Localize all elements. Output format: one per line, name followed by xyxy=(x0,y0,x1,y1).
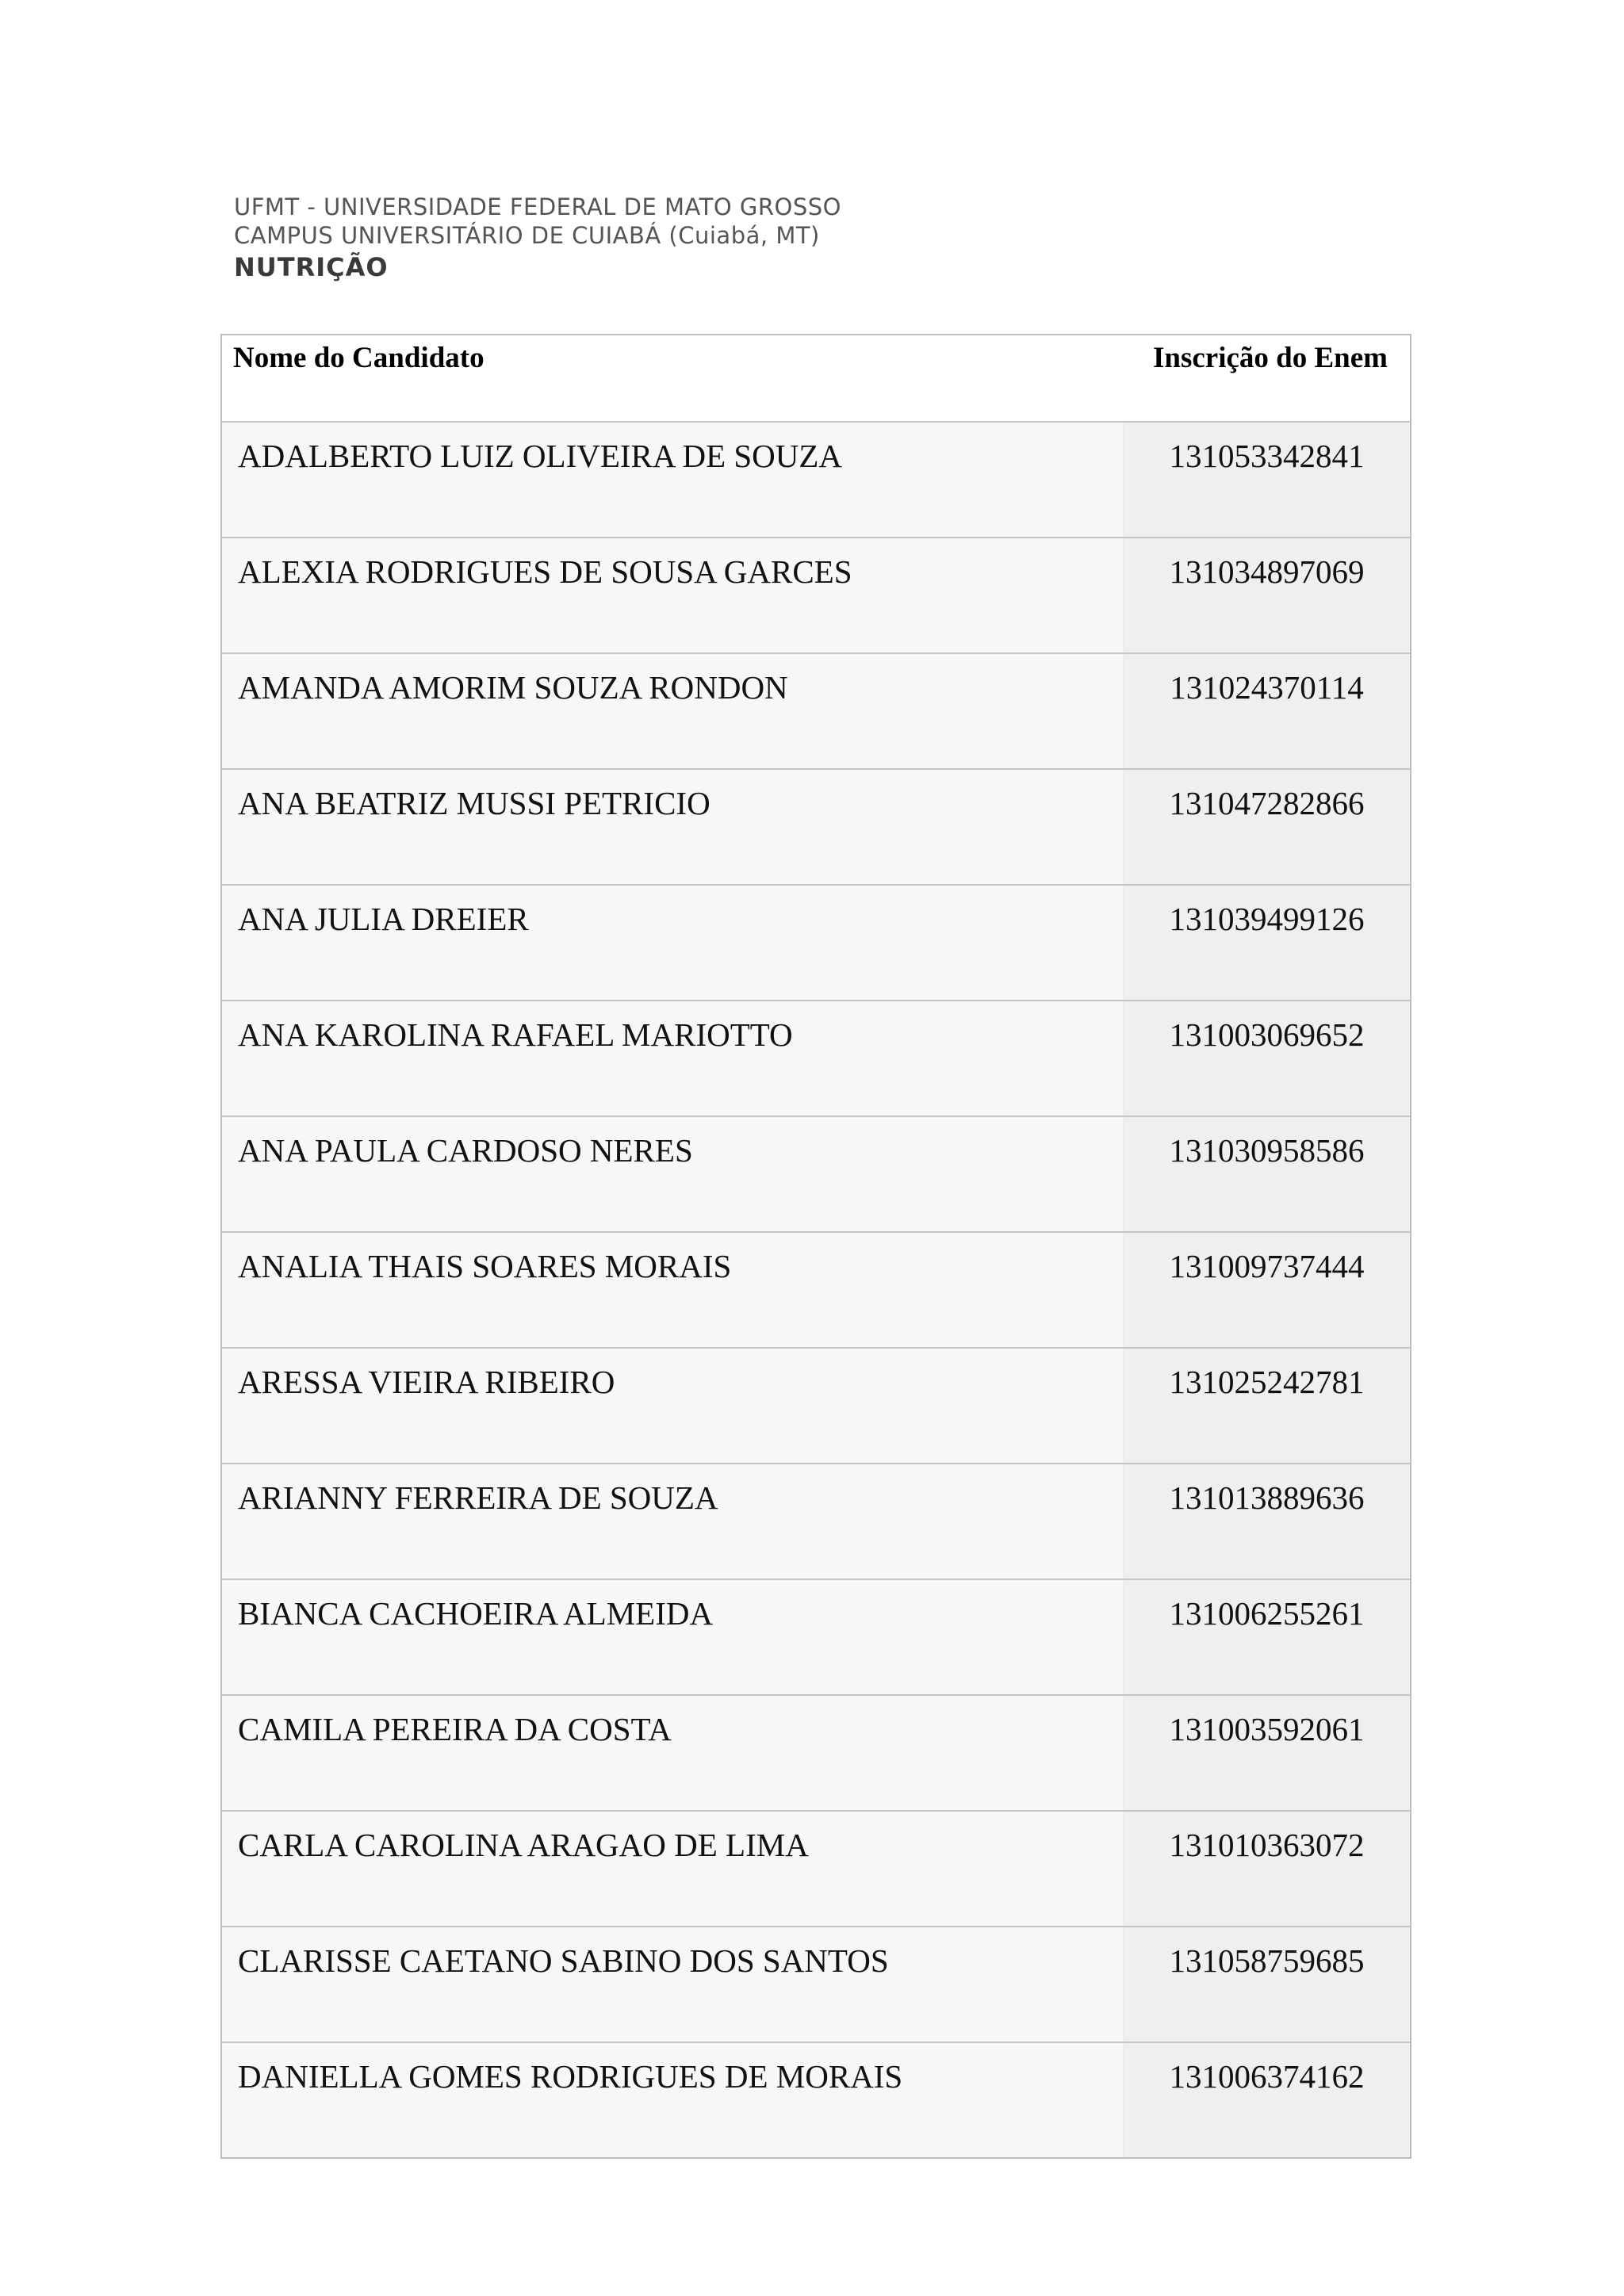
table-row xyxy=(222,1117,1410,1233)
table-row xyxy=(222,538,1410,654)
document-header xyxy=(234,193,841,283)
enem-registration-cell: 131025242781 xyxy=(1123,1349,1410,1463)
candidates-table xyxy=(220,334,1411,2159)
enem-registration-cell: 131009737444 xyxy=(1123,1233,1410,1347)
table-row xyxy=(222,1927,1410,2043)
table-row xyxy=(222,1696,1410,1812)
candidate-name-cell: ADALBERTO LUIZ OLIVEIRA DE SOUZA xyxy=(222,423,1123,537)
campus-name: CAMPUS UNIVERSITÁRIO DE CUIABÁ (Cuiabá, MT) xyxy=(234,222,820,249)
table-row xyxy=(222,2043,1410,2157)
enem-registration-cell: 131058759685 xyxy=(1123,1927,1410,2042)
enem-registration-cell: 131003069652 xyxy=(1123,1001,1410,1115)
table-header xyxy=(222,335,1410,423)
candidate-name-cell: DANIELLA GOMES RODRIGUES DE MORAIS xyxy=(222,2043,1123,2157)
candidate-name-cell: ANA PAULA CARDOSO NERES xyxy=(222,1117,1123,1231)
table-row xyxy=(222,1812,1410,1927)
candidate-name-cell: CARLA CAROLINA ARAGAO DE LIMA xyxy=(222,1812,1123,1926)
table-row xyxy=(222,423,1410,538)
candidate-name-cell: ANA JULIA DREIER xyxy=(222,886,1123,1000)
candidate-name-cell: BIANCA CACHOEIRA ALMEIDA xyxy=(222,1580,1123,1694)
candidate-name-cell: AMANDA AMORIM SOUZA RONDON xyxy=(222,654,1123,768)
enem-registration-cell: 131003592061 xyxy=(1123,1696,1410,1810)
enem-registration-cell: 131047282866 xyxy=(1123,770,1410,884)
table-body xyxy=(222,423,1410,2157)
column-header-enem: Inscrição do Enem xyxy=(1153,342,1388,374)
enem-registration-cell: 131034897069 xyxy=(1123,538,1410,652)
candidate-name-cell: ARESSA VIEIRA RIBEIRO xyxy=(222,1349,1123,1463)
enem-registration-cell: 131030958586 xyxy=(1123,1117,1410,1231)
table-row xyxy=(222,770,1410,886)
candidate-name-cell: ANA KAROLINA RAFAEL MARIOTTO xyxy=(222,1001,1123,1115)
table-row xyxy=(222,1001,1410,1117)
table-row xyxy=(222,1233,1410,1349)
candidate-name-cell: CAMILA PEREIRA DA COSTA xyxy=(222,1696,1123,1810)
enem-registration-cell: 131039499126 xyxy=(1123,886,1410,1000)
table-row xyxy=(222,1464,1410,1580)
table-row xyxy=(222,1349,1410,1464)
candidate-name-cell: ANA BEATRIZ MUSSI PETRICIO xyxy=(222,770,1123,884)
university-name: UFMT - UNIVERSIDADE FEDERAL DE MATO GROSSO xyxy=(234,193,841,220)
enem-registration-cell: 131013889636 xyxy=(1123,1464,1410,1578)
table-row xyxy=(222,654,1410,770)
candidate-name-cell: ANALIA THAIS SOARES MORAIS xyxy=(222,1233,1123,1347)
enem-registration-cell: 131024370114 xyxy=(1123,654,1410,768)
table-row xyxy=(222,886,1410,1001)
candidate-name-cell: ALEXIA RODRIGUES DE SOUSA GARCES xyxy=(222,538,1123,652)
candidate-name-cell: ARIANNY FERREIRA DE SOUZA xyxy=(222,1464,1123,1578)
candidate-name-cell: CLARISSE CAETANO SABINO DOS SANTOS xyxy=(222,1927,1123,2042)
enem-registration-cell: 131010363072 xyxy=(1123,1812,1410,1926)
column-header-name: Nome do Candidato xyxy=(233,342,485,374)
table-row xyxy=(222,1580,1410,1696)
course-title: NUTRIÇÃO xyxy=(234,252,389,282)
enem-registration-cell: 131006255261 xyxy=(1123,1580,1410,1694)
enem-registration-cell: 131006374162 xyxy=(1123,2043,1410,2157)
enem-registration-cell: 131053342841 xyxy=(1123,423,1410,537)
